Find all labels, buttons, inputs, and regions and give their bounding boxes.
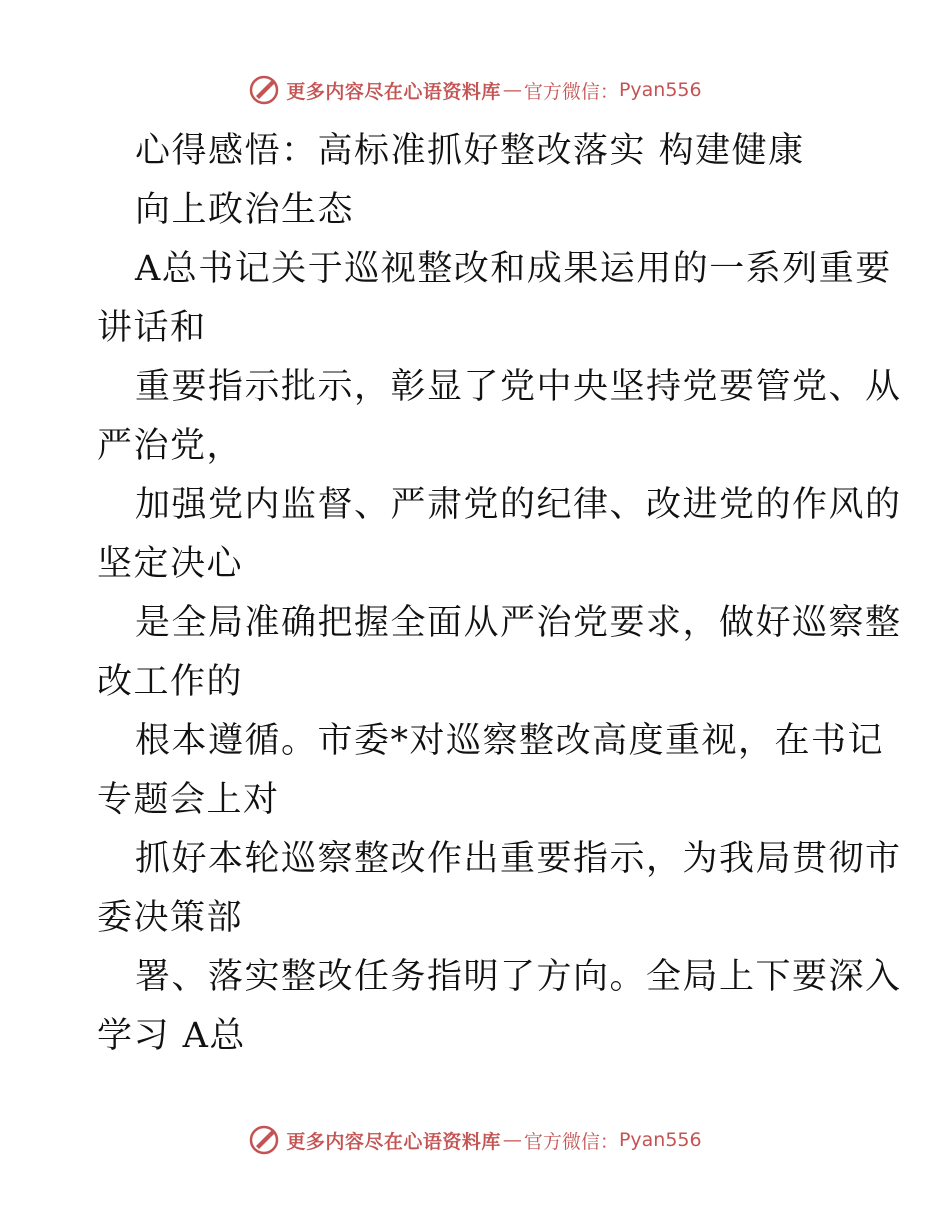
watermark-id: Pyan556 xyxy=(618,79,702,101)
paragraph-line: 严治党， xyxy=(97,426,244,466)
title-line: 向上政治生态 xyxy=(135,190,355,230)
watermark-separator: — xyxy=(502,79,522,101)
watermark-id: Pyan556 xyxy=(618,1129,702,1151)
watermark-text: 更多内容尽在心语资料库 xyxy=(286,1130,501,1153)
paragraph-line: 讲话和 xyxy=(97,308,207,348)
footer-watermark xyxy=(0,1120,950,1160)
pen-seal-icon xyxy=(248,1124,280,1156)
paragraph-line: 署、落实整改任务指明了方向。全局上下要深入 xyxy=(135,957,902,997)
paragraph-line: 坚定决心 xyxy=(97,544,244,584)
watermark-label: 官方微信： xyxy=(523,1130,619,1153)
header-watermark xyxy=(0,70,950,110)
paragraph-line: 改工作的 xyxy=(97,662,244,702)
paragraph-line: 重要指示批示，彰显了党中央坚持党要管党、从 xyxy=(135,367,902,407)
paragraph-line: 根本遵循。市委*对巡察整改高度重视，在书记 xyxy=(135,721,885,761)
paragraph-line: 是全局准确把握全面从严治党要求，做好巡察整 xyxy=(135,603,902,643)
paragraph-line: 加强党内监督、严肃党的纪律、改进党的作风的 xyxy=(135,485,902,525)
paragraph-line: 抓好本轮巡察整改作出重要指示，为我局贯彻市 xyxy=(135,839,902,879)
paragraph-line: 专题会上对 xyxy=(97,780,280,820)
title-line: 心得感悟：高标准抓好整改落实 构建健康 xyxy=(135,131,805,171)
pen-seal-icon xyxy=(248,74,280,106)
paragraph-line: 委决策部 xyxy=(97,898,244,938)
paragraph-line: 学习 A总 xyxy=(97,1016,246,1056)
watermark-label: 官方微信： xyxy=(523,80,619,103)
document-body xyxy=(97,122,902,1066)
watermark-separator: — xyxy=(502,1129,522,1151)
paragraph-line: A总书记关于巡视整改和成果运用的一系列重要 xyxy=(135,249,892,289)
watermark-text: 更多内容尽在心语资料库 xyxy=(286,80,501,103)
